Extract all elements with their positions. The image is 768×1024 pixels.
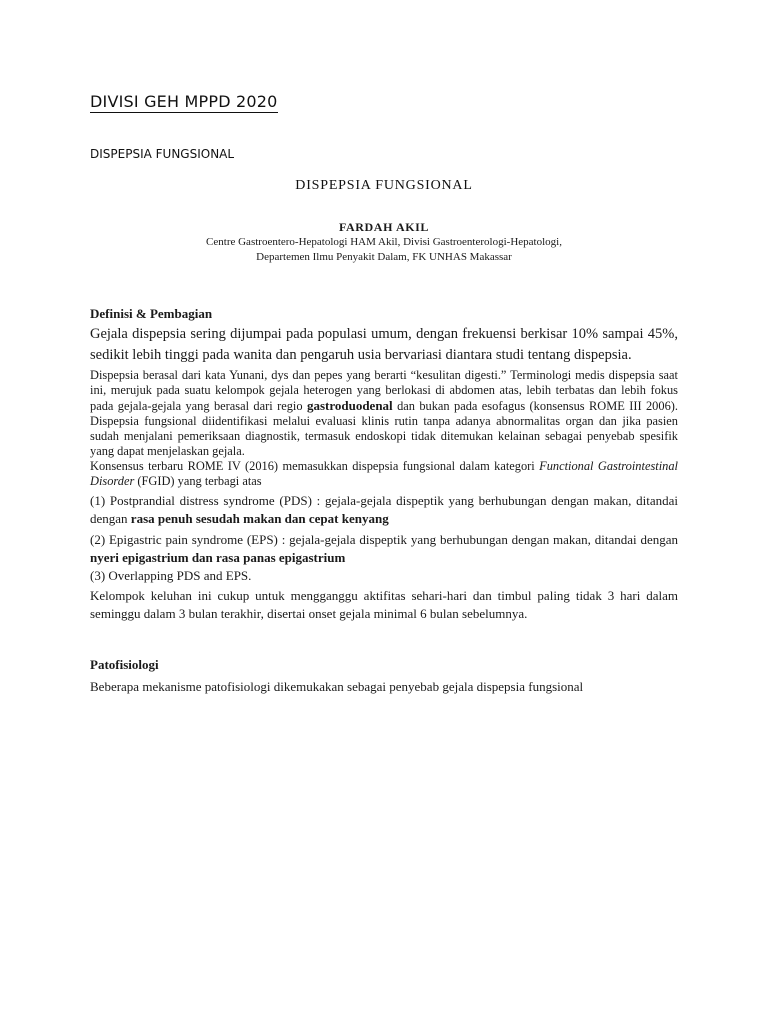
division-header: DIVISI GEH MPPD 2020 [90, 92, 278, 111]
paragraph-etymology [90, 368, 678, 459]
list-item-overlap: (3) Overlapping PDS and EPS. [90, 568, 252, 583]
text-run: (2) Epigastric pain syndrome (EPS) : gejala-gejala dispeptik yang berhubungan dengan makan, ditandai dengan [90, 532, 678, 547]
list-item-eps [90, 531, 678, 567]
author-affiliation [0, 235, 768, 265]
emphasis-pds: rasa penuh sesudah makan dan cepat kenyang [130, 511, 389, 526]
affiliation-line-2: Departemen Ilmu Penyakit Dalam, FK UNHAS Makassar [256, 251, 512, 263]
article-author: FARDAH AKIL [338, 220, 430, 234]
text-run: (FGID) yang terbagi atas [134, 474, 262, 488]
paragraph-criteria: Kelompok keluhan ini cukup untuk mengganggu aktifitas sehari-hari dan timbul paling tidak 3 hari dalam seminggu dalam 3 bulan terakhir, disertai onset gejala minimal 6 bulan sebelumnya. [90, 588, 678, 621]
section-heading-patofisiologi: Patofisiologi [90, 657, 159, 672]
text-run: (1) Postprandial distress syndrome (PDS) : gejala-gejala dispeptik yang berhubungan dengan makan, ditandai dengan [90, 493, 678, 526]
topic-heading: DISPEPSIA FUNGSIONAL [90, 147, 235, 161]
paragraph-rome-iv [90, 459, 678, 489]
text-run: Konsensus terbaru ROME IV (2016) memasukkan dispepsia fungsional dalam kategori [90, 459, 540, 473]
text-run: Dispepsia berasal dari kata Yunani, dys dan pepes yang berarti “kesulitan digesti.” Terminologi medis dispepsia saat ini, merujuk pada suatu kelompok gejala heterogen yang berlokasi di abdomen atas, lebih terbatas dan lebih fokus pada gejala-gejala yang berasal dari regio [90, 368, 678, 413]
list-item-pds [90, 492, 678, 528]
paragraph-prevalence: Gejala dispepsia sering dijumpai pada populasi umum, dengan frekuensi berkisar 10% sampai 45%, sedikit lebih tinggi pada wanita dan pengaruh usia bervariasi diantara studi tentang dispepsia. [90, 326, 678, 363]
article-title: DISPEPSIA FUNGSIONAL [295, 178, 473, 193]
section-heading-definisi: Definisi & Pembagian [90, 306, 213, 321]
section-definisi [90, 306, 678, 623]
affiliation-line-1: Centre Gastroentero-Hepatologi HAM Akil, Divisi Gastroenterologi-Hepatologi, [206, 236, 562, 248]
section-patofisiologi [90, 657, 678, 696]
emphasis-gastroduodenal: gastroduodenal [306, 398, 393, 413]
paragraph-mechanisms: Beberapa mekanisme patofisiologi dikemukakan sebagai penyebab gejala dispepsia fungsional [90, 679, 584, 694]
text-run: dan bukan pada esofagus (konsensus ROME III 2006). Dispepsia fungsional diidentifikasi melalui evaluasi klinis rutin tanpa adanya abnormalitas organ dan jika pasien sudah menjalani pemeriksaan diagnostik, termasuk endoskopi tidak ditemukan kelainan sebagai penyebab spesifik yang dapat menjelaskan gejala. [90, 399, 678, 458]
emphasis-fgid: Functional Gastrointestinal Disorder [90, 459, 678, 488]
emphasis-eps: nyeri epigastrium dan rasa panas epigastrium [90, 550, 346, 565]
